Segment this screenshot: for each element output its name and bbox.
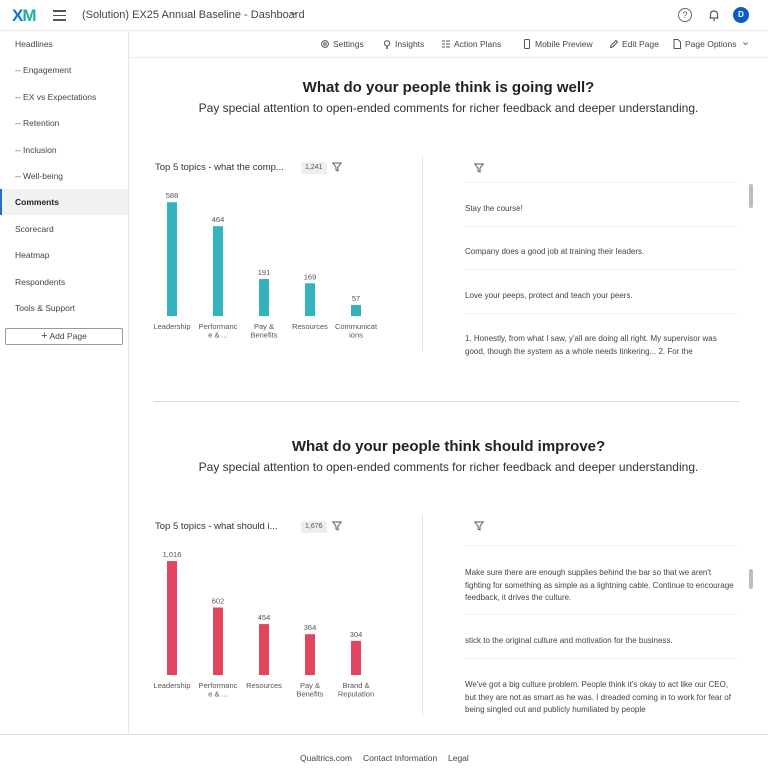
bar-value-label: 304 [349, 629, 363, 639]
dashboard-toolbar [129, 31, 768, 58]
category-tick-label: Communicat ions [334, 322, 378, 340]
footer [0, 734, 768, 768]
avatar[interactable]: D [733, 7, 749, 23]
bar-brand-reputation[interactable] [351, 641, 361, 675]
bar-chart-should-improve-svg [150, 541, 385, 706]
sidebar-item-headlines[interactable]: Headlines [15, 39, 53, 49]
page-icon [672, 39, 682, 49]
bar-performance-[interactable] [213, 607, 223, 675]
filter-icon[interactable] [474, 163, 484, 173]
project-title[interactable]: (Solution) EX25 Annual Baseline - Dashboard [82, 9, 305, 21]
page-options-label: Page Options [685, 39, 737, 49]
bar-value-label: 602 [211, 596, 225, 606]
bar-resources[interactable] [305, 283, 315, 316]
bar-value-label: 169 [303, 272, 317, 282]
category-tick-label: Pay & Benefits [296, 681, 324, 699]
gear-icon [320, 39, 330, 49]
comments-list-going-well [465, 182, 745, 358]
chevron-down-icon [742, 40, 749, 47]
bar-value-label: 364 [303, 623, 317, 633]
sidebar-item-retention[interactable]: -- Retention [15, 118, 60, 128]
category-tick-label: Performanc e & ... [198, 681, 238, 699]
top-bar [0, 0, 768, 31]
sidebar-item-engagement[interactable]: -- Engagement [15, 65, 72, 75]
mobile-preview-label: Mobile Preview [535, 39, 593, 49]
settings-button[interactable] [320, 39, 364, 49]
action-plans-button[interactable] [441, 39, 501, 49]
comment-item: We've got a big culture problem. People think it's okay to act like our CEO, but they are not as smart as he was. I dreaded coming in to work for fear of being singled out and publicly humiliated by people [465, 680, 731, 714]
footer-link-qualtrics[interactable]: Qualtrics.com [300, 753, 352, 763]
category-tick-label: Resources [292, 322, 328, 331]
comment-item: stick to the original culture and motivation for the business. [465, 636, 673, 645]
bar-chart-going-well-svg [150, 182, 385, 347]
sidebar-item-respondents[interactable]: Respondents [15, 277, 66, 287]
plus-icon: + [41, 330, 48, 342]
footer-link-legal[interactable]: Legal [448, 753, 469, 763]
bar-value-label: 1,016 [162, 550, 182, 560]
bar-leadership[interactable] [167, 202, 177, 316]
section-title-should-improve: What do your people think should improve? [291, 438, 606, 455]
pencil-icon [609, 39, 619, 49]
category-tick-label: Leadership [153, 681, 191, 690]
bar-resources[interactable] [259, 624, 269, 675]
section-title-going-well: What do your people think is going well? [302, 79, 595, 96]
action-plans-icon [441, 39, 451, 49]
page-options-button[interactable] [672, 39, 749, 49]
category-tick-label: Performanc e & ... [198, 322, 238, 340]
category-tick-label: Brand & Reputation [337, 681, 375, 699]
comments-list-should-improve [465, 545, 745, 716]
bar-value-label: 57 [351, 293, 361, 303]
bar-pay-benefits[interactable] [259, 279, 269, 316]
widget-title-going-well: Top 5 topics - what the comp... [155, 162, 284, 173]
mobile-icon [522, 39, 532, 49]
category-tick-label: Resources [246, 681, 282, 690]
bar-pay-benefits[interactable] [305, 634, 315, 675]
bar-value-label: 588 [165, 191, 179, 201]
edit-page-label: Edit Page [622, 39, 659, 49]
footer-link-contact[interactable]: Contact Information [363, 753, 438, 763]
settings-label: Settings [333, 39, 364, 49]
comments-scrollbar[interactable] [749, 569, 753, 589]
response-count-badge: 1,241 [301, 162, 327, 174]
widget-title-should-improve: Top 5 topics - what should i... [155, 521, 278, 532]
lightbulb-icon [382, 39, 392, 49]
sidebar-item-well-being[interactable]: -- Well-being [15, 171, 64, 181]
bar-communications[interactable] [351, 305, 361, 316]
section-subtitle-should-improve: Pay special attention to open-ended comments for richer feedback and deeper understanding. [198, 460, 699, 474]
sidebar [0, 31, 129, 734]
help-icon[interactable]: ? [678, 8, 692, 22]
sidebar-item-inclusion[interactable]: -- Inclusion [15, 145, 57, 155]
comment-item: Love your peeps, protect and teach your peers. [465, 291, 633, 300]
sidebar-item-scorecard[interactable]: Scorecard [15, 224, 54, 234]
logo-m: M [22, 6, 36, 25]
category-tick-label: Leadership [153, 322, 191, 331]
sidebar-item-comments[interactable]: Comments [0, 189, 128, 215]
edit-page-button[interactable] [609, 39, 659, 49]
section-subtitle-going-well: Pay special attention to open-ended comments for richer feedback and deeper understanding. [198, 101, 699, 115]
filter-icon[interactable] [332, 521, 342, 531]
sidebar-item-tools-support[interactable]: Tools & Support [15, 303, 76, 313]
widget-divider [422, 515, 423, 715]
bar-value-label: 464 [211, 215, 225, 225]
bar-performance-[interactable] [213, 226, 223, 316]
comment-item: Make sure there are enough supplies behind the bar so that we aren't fighting for something as simple as a lightning cable. Continue to encourage feedback, it drives the culture. [465, 568, 734, 602]
section-divider [153, 401, 740, 402]
add-page-label: Add Page [49, 331, 87, 341]
action-plans-label: Action Plans [454, 39, 502, 49]
comment-item: Stay the course! [465, 204, 523, 213]
insights-label: Insights [395, 39, 425, 49]
add-page-button[interactable] [5, 328, 123, 345]
menu-icon[interactable] [53, 10, 66, 20]
chevron-down-icon[interactable] [289, 9, 298, 21]
bar-value-label: 454 [257, 613, 271, 623]
filter-icon[interactable] [474, 521, 484, 531]
response-count-badge: 1,676 [301, 521, 327, 533]
mobile-preview-button[interactable] [522, 39, 593, 49]
insights-button[interactable] [382, 39, 424, 49]
comment-item: 1. Honestly, from what I saw, y'all are doing all right. My supervisor was good, though the system as a whole needs tinkering... 2. For the [465, 334, 717, 356]
bell-icon[interactable] [707, 8, 721, 22]
filter-icon[interactable] [332, 162, 342, 172]
widget-divider [422, 156, 423, 351]
bar-chart-should-improve [150, 541, 385, 706]
bar-leadership[interactable] [167, 561, 177, 675]
bar-chart-going-well [150, 182, 385, 347]
xm-logo[interactable] [12, 6, 36, 26]
comments-scrollbar[interactable] [749, 184, 753, 208]
comment-item: Company does a good job at training their leaders. [465, 247, 645, 256]
bar-value-label: 191 [257, 268, 271, 278]
logo-x: X [12, 6, 23, 25]
category-tick-label: Pay & Benefits [250, 322, 278, 340]
sidebar-item-heatmap[interactable]: Heatmap [15, 250, 50, 260]
sidebar-item-ex-vs-expectations[interactable]: -- EX vs Expectations [15, 92, 97, 102]
